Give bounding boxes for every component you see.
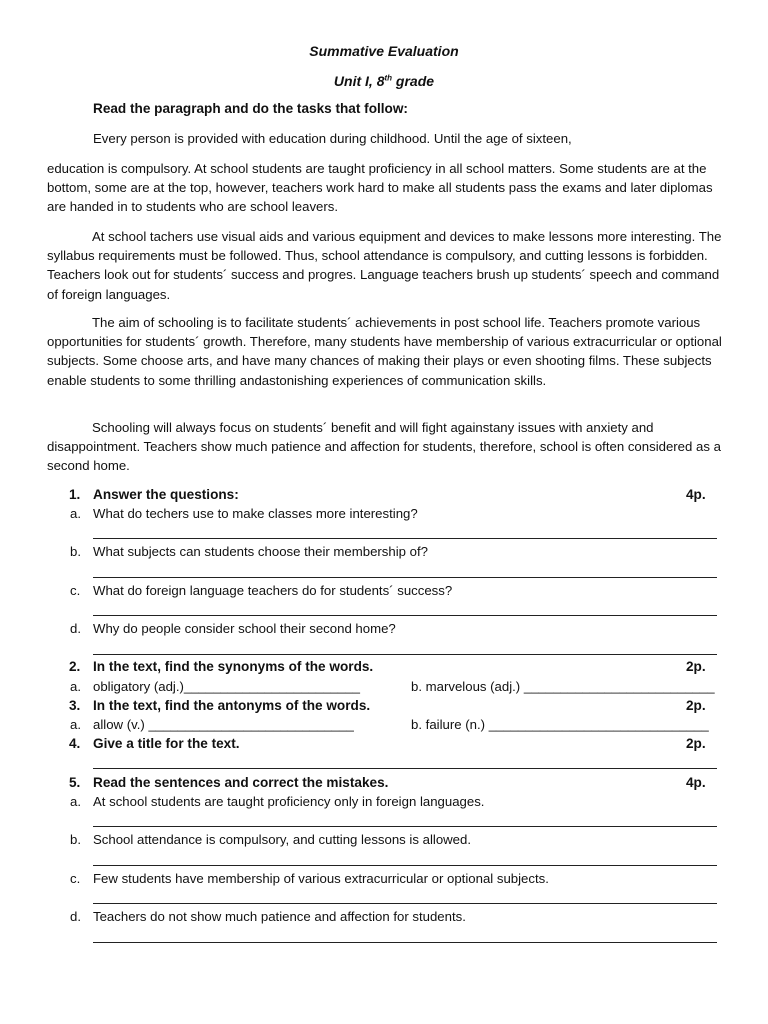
task-2a-letter: a. xyxy=(70,679,81,694)
paragraph-1-first-line: Every person is provided with education during childhood. Until the age of sixteen, xyxy=(93,131,572,146)
task-1b-question: What subjects can students choose their membership of? xyxy=(93,544,428,559)
task-3a-letter: a. xyxy=(70,717,81,732)
task-5c-sentence: Few students have membership of various extracurricular or optional subjects. xyxy=(93,871,549,886)
task-3a-item[interactable]: allow (v.) ____________________________ xyxy=(93,717,354,732)
task-1d-question: Why do people consider school their second home? xyxy=(93,621,396,636)
task-5d-sentence: Teachers do not show much patience and affection for students. xyxy=(93,909,466,924)
task-3-number: 3. xyxy=(69,698,81,713)
task-2b-item[interactable]: b. marvelous (adj.) __________________________ xyxy=(411,679,715,694)
answer-line-5a[interactable] xyxy=(93,826,717,827)
task-5b-sentence: School attendance is compulsory, and cutting lessons is allowed. xyxy=(93,832,472,847)
paragraph-3 xyxy=(47,313,727,390)
paragraph-4-text: Schooling will always focus on students´ benefit and will fight againstany issues with anxiety and disappointment. Teachers show much patience and affection for students, therefore, school is often considered as a second home. xyxy=(47,420,721,474)
task-1-label: Answer the questions: xyxy=(93,487,239,502)
answer-line-1b[interactable] xyxy=(93,577,717,578)
paragraph-3-text: The aim of schooling is to facilitate students´ achievements in post school life. Teachers promote various opportunities for students´ growth. Therefore, many students have membership of various extracurricular or optional subjects. Some choose arts, and have many chances of making their plays or even shooting films. These subjects enable students to some thrilling andastonishing experiences of communication skills. xyxy=(47,315,722,388)
task-1b-letter: b. xyxy=(70,544,81,559)
task-1d-letter: d. xyxy=(70,621,81,636)
answer-line-4[interactable] xyxy=(93,768,717,769)
instruction: Read the paragraph and do the tasks that follow: xyxy=(93,101,408,116)
task-4-points: 2p. xyxy=(686,736,706,751)
answer-line-5b[interactable] xyxy=(93,865,717,866)
unit-suffix: grade xyxy=(392,73,435,89)
task-5-label: Read the sentences and correct the mistakes. xyxy=(93,775,389,790)
paragraph-2 xyxy=(47,227,727,304)
task-1a-letter: a. xyxy=(70,506,81,521)
task-5a-sentence: At school students are taught proficiency only in foreign languages. xyxy=(93,794,485,809)
task-1c-question: What do foreign language teachers do for students´ success? xyxy=(93,583,453,598)
task-3b-item[interactable]: b. failure (n.) ______________________________ xyxy=(411,717,709,732)
answer-line-5c[interactable] xyxy=(93,903,717,904)
paragraph-4 xyxy=(47,418,727,476)
task-2-number: 2. xyxy=(69,659,81,674)
task-5d-letter: d. xyxy=(70,909,81,924)
answer-line-5d[interactable] xyxy=(93,942,717,943)
task-5-number: 5. xyxy=(69,775,81,790)
paragraph-1-rest: education is compulsory. At school students are taught proficiency in all school matters. Some students are at the bottom, some are at the top, however, teachers work hard to make all students pass the exams and later diplomas are handed in to students who are school leavers. xyxy=(47,161,713,215)
task-3-points: 2p. xyxy=(686,698,706,713)
task-5b-letter: b. xyxy=(70,832,81,847)
task-5-points: 4p. xyxy=(686,775,706,790)
task-1-number: 1. xyxy=(69,487,81,502)
task-5c-letter: c. xyxy=(70,871,81,886)
task-1c-letter: c. xyxy=(70,583,81,598)
unit-sup: th xyxy=(384,73,393,83)
task-4-number: 4. xyxy=(69,736,81,751)
task-1a-question: What do techers use to make classes more interesting? xyxy=(93,506,418,521)
unit-prefix: Unit I, 8 xyxy=(333,73,385,89)
task-4-label: Give a title for the text. xyxy=(93,736,240,751)
task-1-points: 4p. xyxy=(686,487,706,502)
task-5a-letter: a. xyxy=(70,794,81,809)
answer-line-1d[interactable] xyxy=(93,654,717,655)
task-3-label: In the text, find the antonyms of the words. xyxy=(93,698,371,713)
task-2-points: 2p. xyxy=(686,659,706,674)
answer-line-1c[interactable] xyxy=(93,615,717,616)
paragraph-2-text: At school tachers use visual aids and various equipment and devices to make lessons more interesting. The syllabus requirements must be followed. Thus, school attendance is compulsory, and cutting lessons is forbidden. Teachers look out for students´ success and progres. Language teachers brush up students´ speech and command of foreign languages. xyxy=(47,229,722,302)
task-2-label: In the text, find the synonyms of the words. xyxy=(93,659,374,674)
unit-subtitle xyxy=(0,73,768,89)
answer-line-1a[interactable] xyxy=(93,538,717,539)
task-2a-item[interactable]: obligatory (adj.)________________________ xyxy=(93,679,360,694)
page-title: Summative Evaluation xyxy=(309,43,459,59)
